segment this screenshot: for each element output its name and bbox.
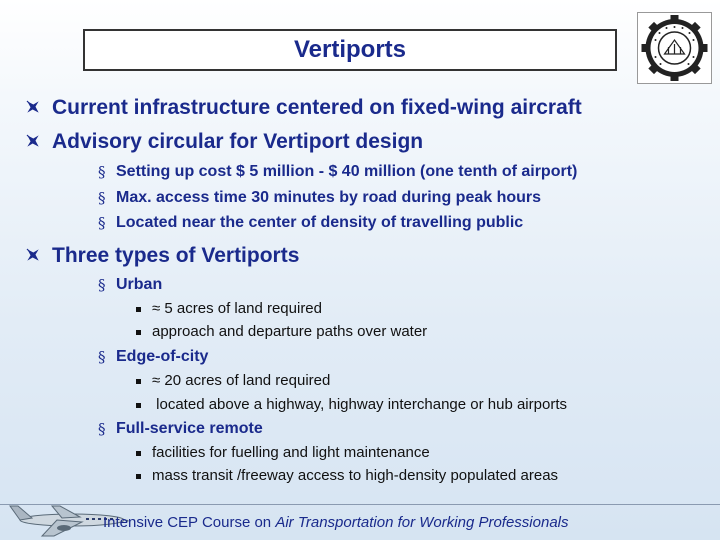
type-name: Urban xyxy=(116,276,163,293)
square-bullet-icon xyxy=(136,474,141,479)
footer-prefix: Intensive CEP Course on xyxy=(103,514,276,531)
square-bullet-icon xyxy=(136,403,141,408)
airplane-icon xyxy=(24,132,42,150)
footer-course-text xyxy=(103,514,569,531)
section-mark: § xyxy=(98,214,106,232)
type-point xyxy=(152,300,322,317)
type-point-text: ≈ 20 acres of land required xyxy=(152,372,331,389)
bullet-item xyxy=(52,96,582,120)
title-box xyxy=(83,29,617,71)
sub-bullet-item xyxy=(98,214,524,232)
footer-italic: Air Transportation for Working Professionals xyxy=(275,514,569,531)
section-mark: § xyxy=(98,276,106,294)
gear-seal-icon xyxy=(638,13,711,83)
type-point xyxy=(152,323,427,340)
section-mark: § xyxy=(98,163,106,181)
type-heading-urban xyxy=(98,276,163,294)
page-title: Vertiports xyxy=(293,36,407,63)
type-name: Edge-of-city xyxy=(116,348,209,365)
airplane-icon xyxy=(24,246,42,264)
type-point-text: ≈ 5 acres of land required xyxy=(152,300,322,317)
bullet-text: Current infrastructure centered on fixed-wing aircraft xyxy=(52,96,582,119)
type-heading-full-service-remote xyxy=(98,420,263,438)
type-point xyxy=(152,467,558,484)
section-mark: § xyxy=(98,348,106,366)
sub-bullet-text: Max. access time 30 minutes by road during peak hours xyxy=(116,189,542,206)
type-name: Full-service remote xyxy=(116,420,263,437)
type-heading-edge-of-city xyxy=(98,348,209,366)
type-point-text: approach and departure paths over water xyxy=(152,323,428,340)
airplane-icon xyxy=(24,98,42,116)
square-bullet-icon xyxy=(136,451,141,456)
type-point xyxy=(152,372,330,389)
type-point xyxy=(152,444,430,461)
bullet-item xyxy=(52,244,299,268)
type-point-text: facilities for fuelling and light maintenance xyxy=(152,444,430,461)
section-mark: § xyxy=(98,189,106,207)
sub-bullet-text: Located near the center of density of travelling public xyxy=(116,214,524,231)
type-point-text: mass transit /freeway access to high-density populated areas xyxy=(152,467,559,484)
type-point xyxy=(152,396,567,413)
sub-bullet-text: Setting up cost $ 5 million - $ 40 million (one tenth of airport) xyxy=(116,163,578,180)
section-mark: § xyxy=(98,420,106,438)
square-bullet-icon xyxy=(136,379,141,384)
bullet-text: Advisory circular for Vertiport design xyxy=(52,130,424,153)
square-bullet-icon xyxy=(136,330,141,335)
institute-logo xyxy=(637,12,712,84)
square-bullet-icon xyxy=(136,307,141,312)
bullet-item xyxy=(52,130,423,154)
type-point-text: located above a highway, highway interchange or hub airports xyxy=(152,396,567,413)
sub-bullet-item xyxy=(98,189,542,207)
bullet-text: Three types of Vertiports xyxy=(52,244,300,267)
sub-bullet-item xyxy=(98,163,578,181)
